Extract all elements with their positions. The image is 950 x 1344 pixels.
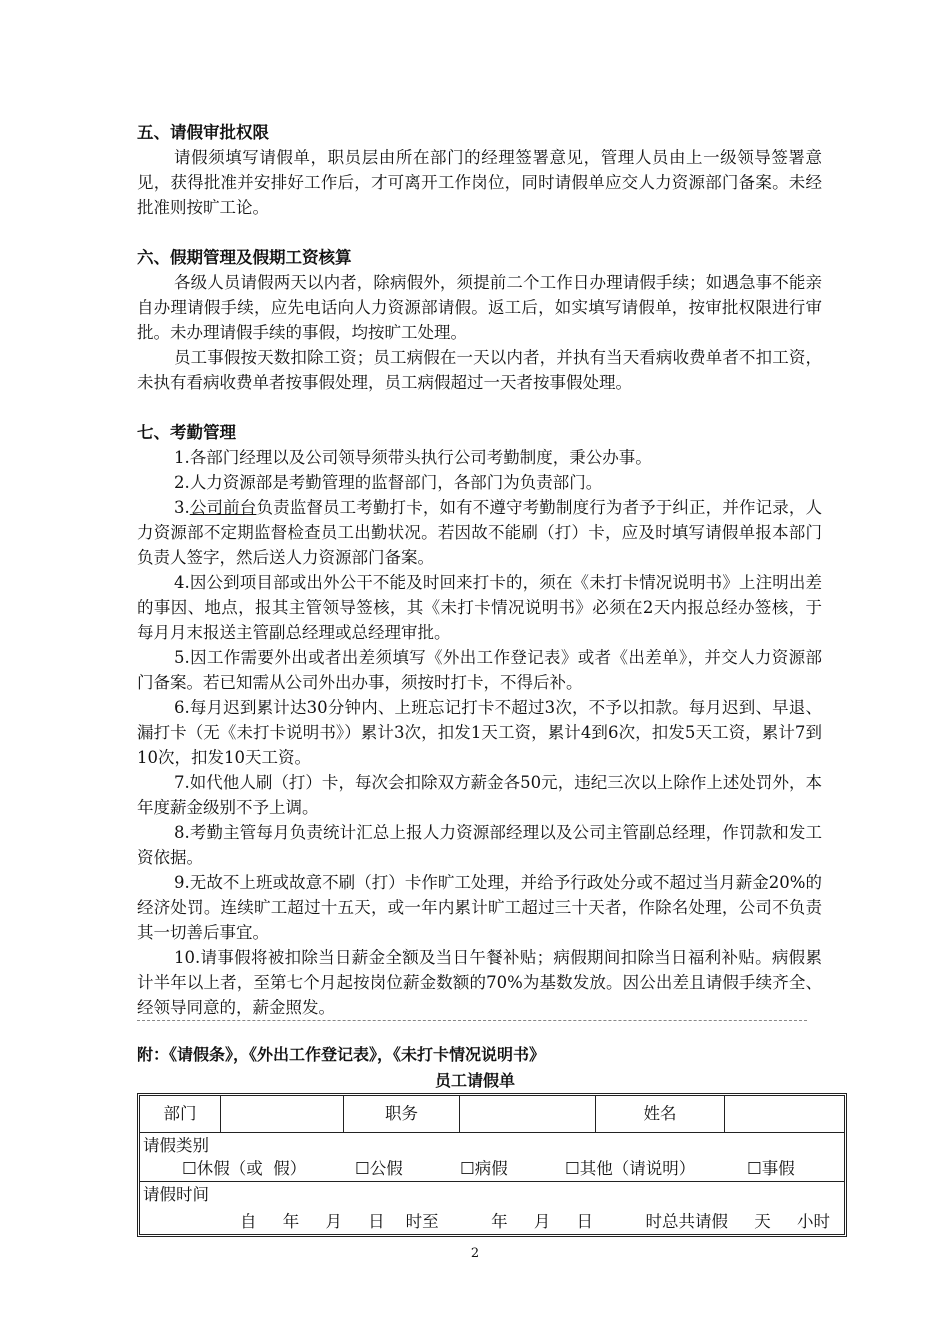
front-desk-underlined: 公司前台 [189,498,257,517]
position-field[interactable] [460,1096,595,1132]
section-7-heading: 七、考勤管理 [137,423,236,442]
dashed-divider [137,1020,807,1021]
checkbox-personal-leave[interactable]: ☐事假 [747,1159,795,1178]
leave-type-label: 请假类别 [143,1136,209,1155]
dept-label: 部门 [163,1104,197,1123]
form-title: 员工请假单 [434,1071,515,1090]
checkbox-sick-leave[interactable]: ☐病假 [460,1159,508,1178]
checkbox-other[interactable]: ☐其他（请说明） [565,1159,696,1178]
dept-field[interactable] [221,1096,343,1132]
attendance-item-8: 8.考勤主管每月负责统计汇总上报人力资源部经理以及公司主管副总经理，作罚款和发工资依据。 [137,823,822,867]
leave-time-line[interactable]: 自 年 月 日 时至 年 月 日 时总共请假 天 小时 [240,1212,830,1231]
section-5-heading: 五、请假审批权限 [137,123,269,142]
section-6-heading: 六、假期管理及假期工资核算 [137,248,352,267]
item-3-number: 3. [174,498,190,517]
section-6-paragraph-2: 员工事假按天数扣除工资；员工病假在一天以内者，并执有当天看病收费单者不扣工资，未执有看病收费单者按事假处理，员工病假超过一天者按事假处理。 [137,348,822,392]
section-5-paragraph: 请假须填写请假单，职员层由所在部门的经理签署意见，管理人员由上一级领导签署意见，获得批准并安排好工作后，才可离开工作岗位，同时请假单应交人力资源部门备案。未经批准则按旷工论。 [137,148,822,217]
attendance-item-9: 9.无故不上班或故意不刷（打）卡作旷工处理，并给予行政处分或不超过当月薪金20%的经济处罚。连续旷工超过十五天，或一年内累计旷工超过三十天者，作除名处理，公司不负责其一切善后事宜。 [137,873,822,942]
appendix-line: 附：《请假条》，《外出工作登记表》，《未打卡情况说明书》 [137,1045,546,1064]
leave-time-label: 请假时间 [143,1185,209,1204]
item-3-text: 负责监督员工考勤打卡，如有不遵守考勤制度行为者予于纠正，并作记录，人力资源部不定期监督检查员工出勤状况。若因故不能刷（打）卡，应及时填写请假单报本部门负责人签字，然后送人力资源部门备案。 [137,498,823,567]
attendance-item-5: 5.因工作需要外出或者出差须填写《外出工作登记表》或者《出差单》，并交人力资源部门备案。若已知需从公司外出办事，须按时打卡，不得后补。 [137,648,822,692]
attendance-item-4: 4.因公到项目部或出外公干不能及时回来打卡的，须在《未打卡情况说明书》上注明出差的事因、地点，报其主管领导签核，其《未打卡情况说明书》必须在2天内报总经办签核，于每月月末报送主管副总经理或总经理审批。 [137,573,822,642]
form-row-leave-time [140,1182,844,1234]
form-row-basic-info [140,1096,844,1133]
name-label: 姓名 [643,1104,677,1123]
name-field[interactable] [725,1096,844,1132]
attendance-item-7: 7.如代他人刷（打）卡，每次会扣除双方薪金各50元，违纪三次以上除作上述处罚外，本年度薪金级别不予上调。 [137,773,822,817]
attendance-item-3 [137,495,822,570]
attendance-item-10: 10.请事假将被扣除当日薪金全额及当日午餐补贴；病假期间扣除当日福利补贴。病假累计半年以上者，至第七个月起按岗位薪金数额的70%为基数发放。因公出差且请假手续齐全、经领导同意的，薪金照发。 [137,948,822,1017]
position-label: 职务 [385,1104,418,1123]
document-body [137,120,822,1020]
attendance-item-2: 2.人力资源部是考勤管理的监督部门，各部门为负责部门。 [174,473,603,492]
leave-request-form [137,1093,847,1237]
section-6-paragraph-1: 各级人员请假两天以内者，除病假外，须提前二个工作日办理请假手续；如遇急事不能亲自办理请假手续，应先电话向人力资源部请假。返工后，如实填写请假单，按审批权限进行审批。未办理请假手续的事假，均按旷工处理。 [137,273,822,342]
form-row-leave-type [140,1133,844,1182]
attendance-item-6: 6.每月迟到累计达30分钟内、上班忘记打卡不超过3次，不予以扣款。每月迟到、早退、漏打卡（无《未打卡说明书》）累计3次，扣发1天工资，累计4到6次，扣发5天工资，累计7到10次，扣发10天工资。 [137,698,822,767]
page-number: 2 [470,1246,480,1261]
attendance-item-1: 1.各部门经理以及公司领导须带头执行公司考勤制度，秉公办事。 [174,448,652,467]
checkbox-official-leave[interactable]: ☐公假 [355,1159,403,1178]
checkbox-vacation[interactable]: ☐休假（或 假） [182,1159,307,1178]
